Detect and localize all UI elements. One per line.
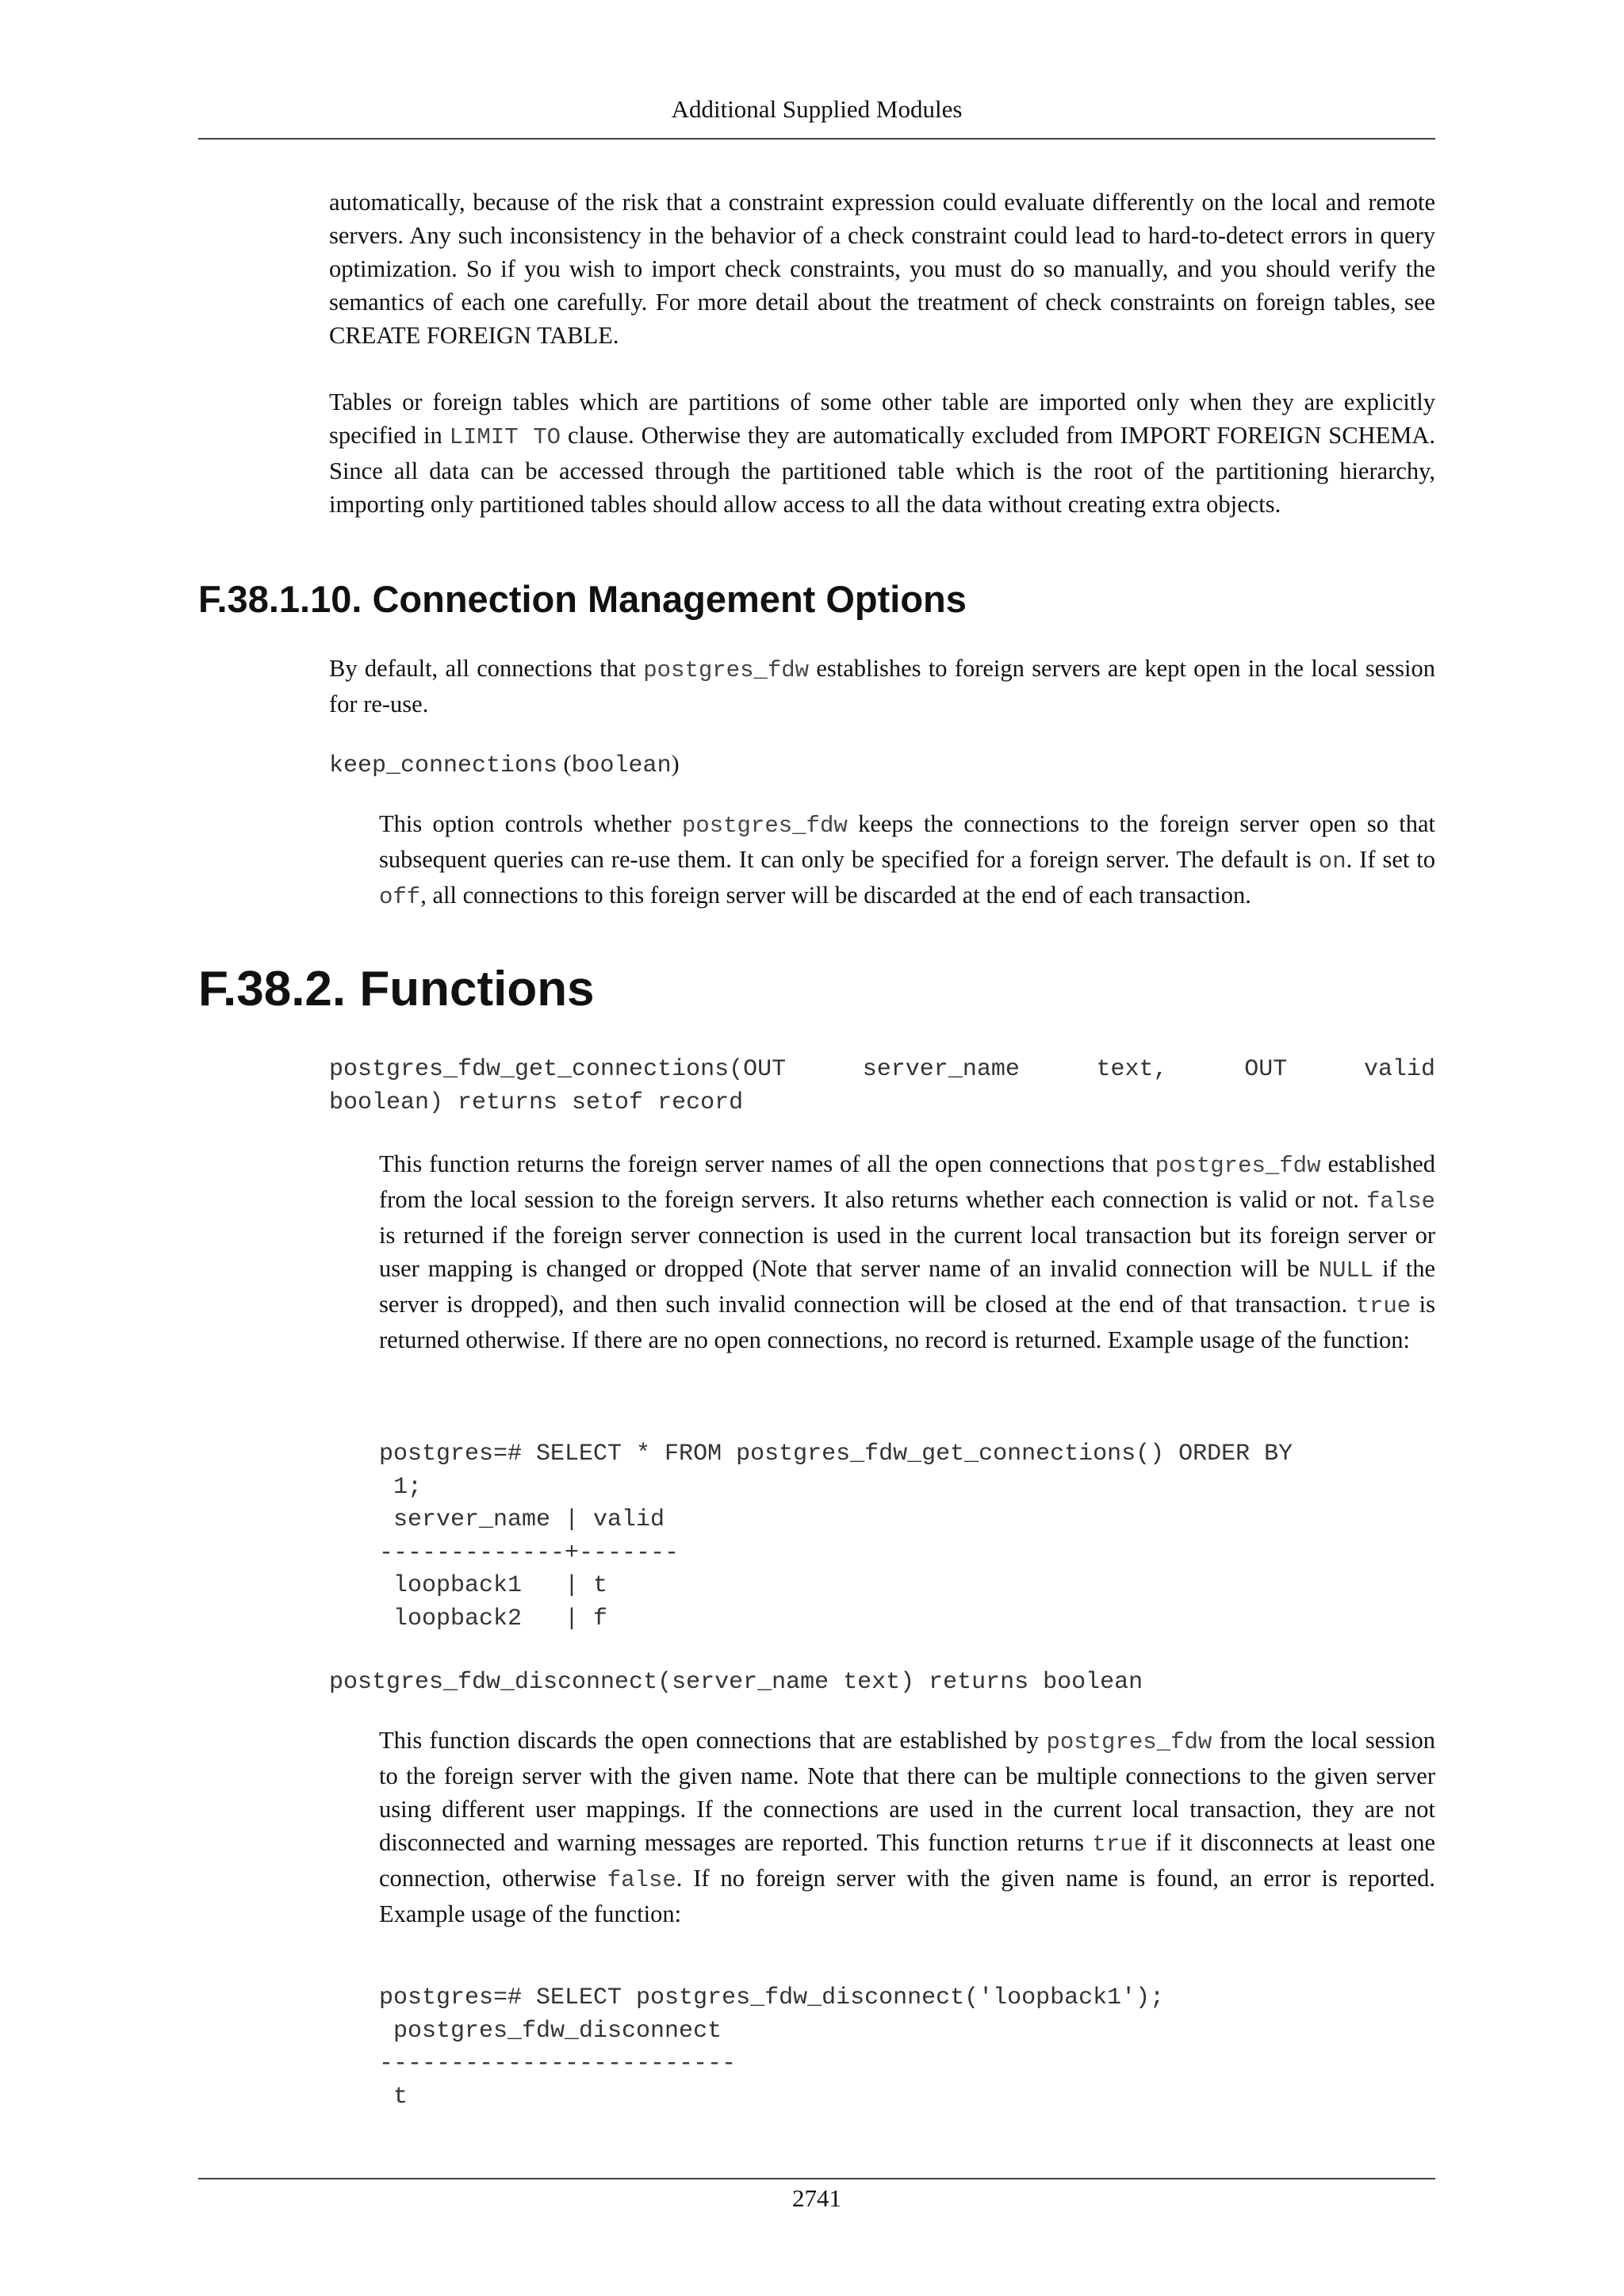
inline-code: postgres_fdw bbox=[1155, 1153, 1321, 1179]
footer-rule bbox=[198, 2178, 1435, 2179]
inline-code: NULL bbox=[1318, 1257, 1374, 1284]
text-run: established from the local session to the foreign servers. It also returns whether each connection is valid or not. bbox=[379, 1150, 1435, 1213]
text-run: is returned if the foreign server connection is used in the current local transaction but its foreign server or user mapping is changed or dropped (Note that server name of an invalid connection will be bbox=[379, 1222, 1435, 1282]
text-run: is returned otherwise. If there are no open connections, no record is returned. Example usage of the function: bbox=[379, 1291, 1435, 1353]
signature-token: valid bbox=[1363, 1056, 1435, 1083]
text-run: By default, all connections that bbox=[329, 655, 644, 682]
disconnect-example: postgres=# SELECT postgres_fdw_disconnect('loopback1'); postgres_fdw_disconnect ------------------------- t bbox=[379, 1984, 1165, 2110]
inline-code: false bbox=[607, 1867, 676, 1893]
option-term-keep-connections bbox=[329, 748, 680, 783]
section-heading-functions: F.38.2. Functions bbox=[198, 962, 595, 1016]
inline-code: LIMIT TO bbox=[449, 424, 561, 450]
get-connections-description bbox=[379, 1147, 1435, 1357]
option-type-close: ) bbox=[671, 751, 680, 777]
signature-token: postgres_fdw_get_connections(OUT bbox=[329, 1056, 787, 1083]
option-type: boolean bbox=[571, 752, 672, 779]
inline-code: off bbox=[379, 884, 421, 910]
text-run: establishes to foreign servers are kept open in the local session for re-use. bbox=[329, 655, 1435, 718]
text-run: . If set to bbox=[1346, 846, 1436, 873]
text-run: if the server is dropped), and then such invalid connection will be closed at the end of that transaction. bbox=[379, 1255, 1435, 1318]
inline-code: false bbox=[1365, 1188, 1435, 1215]
text-run: . If no foreign server with the given name is found, an error is reported. Example usage of the function: bbox=[379, 1865, 1435, 1927]
get-connections-example: postgres=# SELECT * FROM postgres_fdw_get_connections() ORDER BY 1; server_name | valid -------------+------- loopback1 | t loopback2 | f bbox=[379, 1441, 1293, 1632]
keep-connections-description bbox=[379, 807, 1435, 914]
option-type-open: ( bbox=[557, 751, 572, 777]
text-run: clause. Otherwise they are automatically excluded from IMPORT FOREIGN SCHEMA. Since all data can be accessed through the partitioned table which is the root of the partitioning hierarchy, importing only partitioned tables should allow access to all the data without creating extra objects. bbox=[329, 422, 1435, 518]
signature-token: OUT bbox=[1244, 1056, 1288, 1083]
disconnect-description bbox=[379, 1724, 1435, 1931]
text-run: from the local session to the foreign server with the given name. Note that there can be multiple connections to the given server using different user mappings. If the connections are used in the current local transaction, they are not disconnected and warning messages are reported. This function returns bbox=[379, 1727, 1435, 1856]
text-run: This function returns the foreign server names of all the open connections that bbox=[379, 1150, 1155, 1177]
text-run: if it disconnects at least one connection, otherwise bbox=[379, 1829, 1435, 1892]
text-run: , all connections to this foreign server will be discarded at the end of each transaction. bbox=[420, 882, 1251, 909]
section-heading-connection-management: F.38.1.10. Connection Management Options bbox=[198, 578, 967, 620]
text-run: This option controls whether bbox=[379, 810, 682, 837]
function-signature-get-connections bbox=[329, 1053, 1435, 1086]
signature-token: server_name bbox=[862, 1056, 1020, 1083]
inline-code: postgres_fdw bbox=[643, 657, 810, 683]
function-signature-get-connections-line2: boolean) returns setof record bbox=[329, 1089, 744, 1116]
function-signature-disconnect: postgres_fdw_disconnect(server_name text) returns boolean bbox=[329, 1669, 1143, 1696]
page-number: 2741 bbox=[792, 2184, 841, 2212]
inline-code: true bbox=[1355, 1293, 1411, 1319]
intro-paragraph-1: automatically, because of the risk that a constraint expression could evaluate differently on the local and remote servers. Any such inconsistency in the behavior of a check constraint could lead to hard-to-detect errors in query optimization. So if you wish to import check constraints, you must do so manually, and you should verify the semantics of each one carefully. For more detail about the treatment of check constraints on foreign tables, see CREATE FOREIGN TABLE. bbox=[329, 189, 1435, 349]
text-run: Tables or foreign tables which are partitions of some other table are imported only when they are explicitly specified in bbox=[329, 388, 1435, 449]
header-rule bbox=[198, 138, 1435, 140]
connection-intro-paragraph bbox=[329, 652, 1435, 721]
option-name: keep_connections bbox=[329, 752, 558, 779]
signature-token: text, bbox=[1096, 1056, 1168, 1083]
intro-paragraph-2 bbox=[329, 385, 1435, 521]
text-run: This function discards the open connections that are established by bbox=[379, 1727, 1047, 1754]
inline-code: true bbox=[1092, 1831, 1148, 1858]
inline-code: postgres_fdw bbox=[1046, 1729, 1212, 1755]
text-run: keeps the connections to the foreign server open so that subsequent queries can re-use them. It can only be specified for a foreign server. The default is bbox=[379, 810, 1435, 873]
inline-code: postgres_fdw bbox=[681, 813, 848, 839]
inline-code: on bbox=[1318, 848, 1346, 874]
running-header: Additional Supplied Modules bbox=[671, 95, 963, 123]
